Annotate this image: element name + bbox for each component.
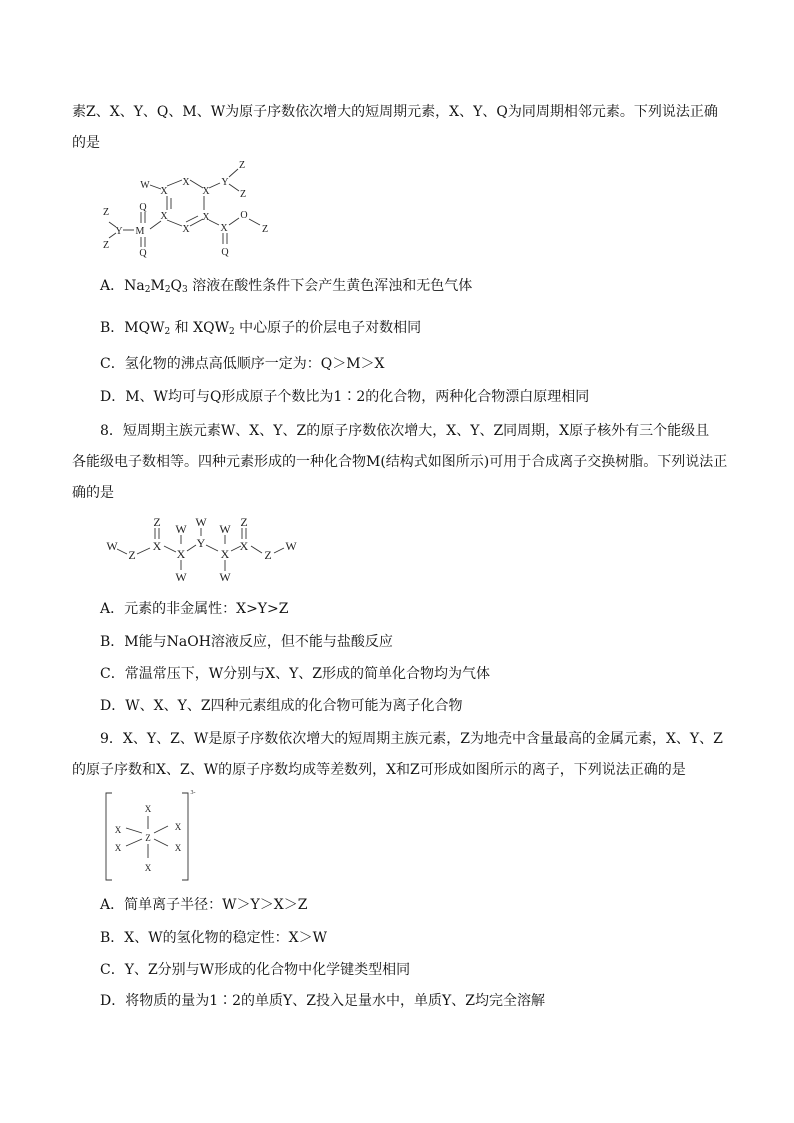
q7-stem-line2: 的是	[72, 135, 100, 151]
fig7-atom-m: M	[135, 226, 145, 237]
fig8-atom-w: W	[219, 522, 231, 536]
fig7-atom-z: Z	[261, 224, 269, 235]
q7-option-a-sub: 2	[164, 285, 171, 295]
fig7-atom-q: Q	[221, 247, 229, 258]
fig8-atom-w: W	[285, 539, 297, 553]
q7-option-b-sub: 2	[164, 327, 171, 337]
q7-option-a-prefix: A．	[100, 278, 125, 294]
fig8-atom-w: W	[195, 515, 207, 529]
fig9-atom-x: X	[114, 843, 122, 853]
fig8-atom-x: X	[239, 539, 249, 553]
q9-option-d[interactable]: D．将物质的量为1∶2的单质Y、Z投入足量水中，单质Y、Z均完全溶解	[100, 993, 545, 1009]
q7-option-a-na: Na	[124, 278, 145, 294]
fig7-atom-o: O	[240, 210, 248, 221]
q7-option-c[interactable]: C．氢化物的沸点高低顺序一定为：Q＞M＞X	[100, 356, 385, 372]
q7-option-b-text: 中心原子的价层电子对数相同	[234, 320, 422, 336]
q9-ion-figure	[102, 786, 212, 886]
fig8-atom-w: W	[106, 539, 118, 553]
fig7-atom-x: X	[202, 212, 210, 223]
fig7-atom-q: Q	[139, 202, 147, 213]
fig7-atom-x: X	[160, 211, 168, 222]
fig7-atom-z: Z	[102, 207, 110, 218]
q7-stem-line1: 素Z、X、Y、Q、M、W为原子序数依次增大的短周期元素，X、Y、Q为同周期相邻元素。下列说法正确	[72, 104, 718, 120]
fig7-atom-y: Y	[115, 226, 123, 237]
q8-option-b[interactable]: B．M能与NaOH溶液反应，但不能与盐酸反应	[100, 634, 393, 650]
q7-option-b-formula2: XQW	[193, 320, 229, 336]
fig9-atom-x: X	[174, 843, 182, 853]
fig8-atom-w: W	[175, 570, 187, 584]
q8-option-a[interactable]: A．元素的非金属性：X>Y>Z	[100, 601, 289, 617]
q7-option-a[interactable]	[100, 276, 472, 300]
q9-stem-line2: 的原子序数和X、Z、W的原子序数均成等差数列，X和Z可形成如图所示的离子，下列说法正确的是	[72, 762, 686, 778]
fig7-atom-x: X	[202, 186, 210, 197]
q7-option-b-sub: 2	[228, 327, 235, 337]
q8-option-c[interactable]: C．常温常压下，W分别与X、Y、Z形成的简单化合物均为气体	[100, 666, 491, 682]
fig7-atom-x: X	[182, 177, 190, 188]
fig8-atom-z: Z	[153, 515, 161, 529]
fig8-atom-z: Z	[240, 515, 248, 529]
fig8-atom-x: X	[220, 547, 230, 561]
q7-option-a-m: M	[150, 278, 165, 294]
fig7-atom-z: Z	[102, 240, 110, 251]
fig7-atom-z: Z	[238, 160, 246, 171]
fig7-atom-x: X	[182, 224, 190, 235]
fig8-atom-x: X	[152, 539, 162, 553]
q8-stem-line2: 各能级电子数相等。四种元素形成的一种化合物M(结构式如图所示)可用于合成离子交换树脂。下列说法正	[72, 454, 728, 470]
fig8-atom-w: W	[219, 570, 231, 584]
q9-option-a[interactable]: A．简单离子半径：W＞Y＞X＞Z	[100, 897, 308, 913]
q7-option-d[interactable]: D．M、W均可与Q形成原子个数比为1∶2的化合物，两种化合物漂白原理相同	[100, 389, 590, 405]
q7-structure-figure	[98, 158, 288, 263]
fig9-atom-x: X	[144, 804, 152, 814]
fig9-atom-x: X	[114, 825, 122, 835]
fig7-atom-z: Z	[239, 189, 247, 200]
fig8-atom-z: Z	[264, 548, 272, 562]
q7-option-b[interactable]	[100, 318, 421, 342]
q7-option-a-sub3: 3	[182, 285, 188, 295]
fig9-ion-charge: 3-	[190, 790, 196, 796]
fig9-atom-x: X	[144, 863, 152, 873]
fig7-atom-x: X	[220, 223, 228, 234]
fig9-atom-z: Z	[145, 833, 151, 843]
q7-option-a-sub: 2	[144, 285, 151, 295]
fig7-atom-y: Y	[221, 177, 229, 188]
fig7-atom-x: X	[160, 186, 168, 197]
fig7-atom-w: W	[140, 180, 150, 191]
q9-option-c[interactable]: C．Y、Z分别与W形成的化合物中化学键类型相同	[100, 962, 411, 978]
q8-stem-line1: 8．短周期主族元素W、X、Y、Z的原子序数依次增大，X、Y、Z同周期，X原子核外有三个能级且	[100, 423, 710, 439]
q7-option-b-formula1: MQW	[124, 320, 165, 336]
fig7-atom-q: Q	[139, 248, 147, 259]
q7-option-b-and: 和	[170, 320, 194, 336]
q9-option-b[interactable]: B．X、W的氢化物的稳定性：X＞W	[100, 930, 328, 946]
q7-option-b-prefix: B．	[100, 320, 125, 336]
q7-option-a-text: 溶液在酸性条件下会产生黄色浑浊和无色气体	[187, 278, 473, 294]
fig8-atom-w: W	[175, 522, 187, 536]
fig9-atom-x: X	[174, 822, 182, 832]
q9-stem-line1: 9．X、Y、Z、W是原子序数依次增大的短周期主族元素，Z为地壳中含量最高的金属元素，X、Y、Z	[100, 731, 723, 747]
fig8-atom-y: Y	[196, 536, 206, 550]
q7-option-a-q: Q	[170, 278, 183, 294]
q8-structure-figure	[100, 508, 310, 588]
fig8-atom-z: Z	[128, 548, 136, 562]
q8-stem-line3: 确的是	[72, 485, 114, 501]
q8-option-d[interactable]: D．W、X、Y、Z四种元素组成的化合物可能为离子化合物	[100, 698, 463, 714]
fig8-atom-x: X	[176, 547, 186, 561]
